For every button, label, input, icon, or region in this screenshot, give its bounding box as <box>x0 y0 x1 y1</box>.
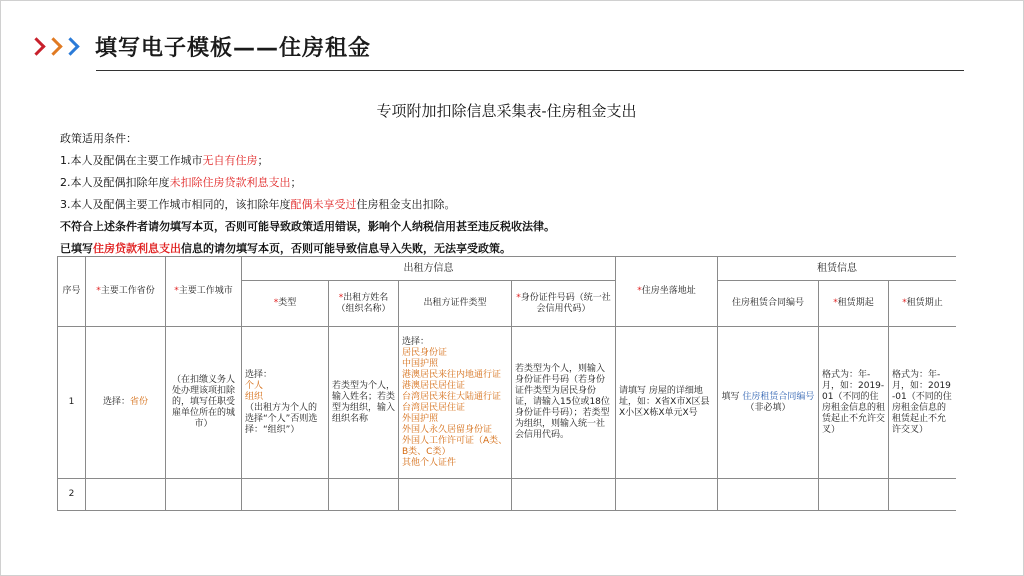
cell-seq[interactable]: 1 <box>58 327 86 479</box>
condition-highlight: 配偶未享受过 <box>290 198 357 211</box>
header-lease-end: *租赁期止 <box>889 281 957 327</box>
cell-empty[interactable] <box>86 479 166 511</box>
warning-2 <box>60 240 511 256</box>
condition-1 <box>60 152 269 168</box>
table-row <box>58 327 957 479</box>
condition-text: ； <box>290 176 302 189</box>
condition-2 <box>60 174 302 190</box>
cell-city[interactable]: （在扣缴义务人处办理该项扣除的，填写任职受雇单位所在的城市） <box>166 327 242 479</box>
rent-info-table <box>57 256 956 511</box>
header-contract-no: 住房租赁合同编号 <box>718 281 819 327</box>
condition-text: 住房租金支出扣除。 <box>356 198 456 211</box>
cell-lease-start[interactable]: 格式为：年-月，如：2019-01（不同的住房租金信息的租赁起止不允许交叉） <box>819 327 889 479</box>
header-group-lease: 租赁信息 <box>718 257 957 281</box>
cell-id-type[interactable]: 选择： 居民身份证 中国护照 港澳居民来往内地通行证 港澳居民居住证 台湾居民来往大陆通行证 台湾居民居住证 外国护照 外国人永久居留身份证 外国人工作许可证（A类、B类、C类） 其他个人证件 <box>399 327 512 479</box>
header-type: *类型 <box>242 281 329 327</box>
warning-text: 已填写 <box>60 242 93 255</box>
condition-text: ； <box>257 154 269 167</box>
chevron-arrows-icon <box>30 40 81 53</box>
warning-highlight: 住房贷款利息支出 <box>93 242 181 255</box>
cell-empty[interactable] <box>329 479 399 511</box>
header-province: *主要工作省份 <box>86 257 166 327</box>
cell-address[interactable]: 请填写 房屋的详细地址，如：X省X市X区县X小区X栋X单元X号 <box>616 327 718 479</box>
warning-1: 不符合上述条件者请勿填写本页，否则可能导致政策适用错误，影响个人纳税信用甚至违反税收法律。 <box>60 220 555 233</box>
title-divider <box>96 70 964 71</box>
condition-highlight: 无自有住房 <box>202 154 258 167</box>
header-seq: 序号 <box>58 257 86 327</box>
cell-province[interactable]: 选择：省份 <box>86 327 166 479</box>
condition-text: 2.本人及配偶扣除年度 <box>60 176 170 189</box>
cell-empty[interactable] <box>616 479 718 511</box>
form-title: 专项附加扣除信息采集表-住房租金支出 <box>376 102 637 120</box>
cell-type[interactable]: 选择： 个人 组织 （出租方为个人的选择“个人”否则选择：“组织”） <box>242 327 329 479</box>
header-lease-start: *租赁期起 <box>819 281 889 327</box>
table-row <box>58 479 957 511</box>
spreadsheet-form <box>57 97 956 512</box>
condition-highlight: 未扣除住房贷款利息支出 <box>169 176 291 189</box>
header-id-number: *身份证件号码（统一社会信用代码） <box>512 281 616 327</box>
condition-text: 1.本人及配偶在主要工作城市 <box>60 154 203 167</box>
warning-text: 信息的请勿填写本页，否则可能导致信息导入失败，无法享受政策。 <box>181 242 511 255</box>
cell-seq[interactable]: 2 <box>58 479 86 511</box>
cell-contract-no[interactable]: 填写 住房租赁合同编号（非必填） <box>718 327 819 479</box>
slide-header <box>30 28 371 64</box>
cell-lease-end[interactable]: 格式为：年-月，如：2019-01（不同的住房租金信息的租赁起止不允许交叉） <box>889 327 957 479</box>
cell-empty[interactable] <box>512 479 616 511</box>
cell-empty[interactable] <box>819 479 889 511</box>
cell-lessor-name[interactable]: 若类型为个人，输入姓名；若类型为组织，输入组织名称 <box>329 327 399 479</box>
header-id-type: 出租方证件类型 <box>399 281 512 327</box>
cell-empty[interactable] <box>889 479 957 511</box>
header-group-lessor: 出租方信息 <box>242 257 616 281</box>
header-lessor-name: *出租方姓名（组织名称） <box>329 281 399 327</box>
header-address: *住房坐落地址 <box>616 257 718 327</box>
cell-id-number[interactable]: 若类型为个人，则输入身份证件号码（若身份证件类型为居民身份证，请输入15位或18位身份证件号码）；若类型为组织，则输入统一社会信用代码。 <box>512 327 616 479</box>
conditions-heading: 政策适用条件： <box>60 132 137 145</box>
slide-title: 填写电子模板——住房租金 <box>95 35 372 61</box>
cell-empty[interactable] <box>399 479 512 511</box>
cell-empty[interactable] <box>166 479 242 511</box>
cell-empty[interactable] <box>718 479 819 511</box>
condition-text: 3.本人及配偶主要工作城市相同的，该扣除年度 <box>60 198 291 211</box>
condition-3 <box>60 196 456 212</box>
header-city: *主要工作城市 <box>166 257 242 327</box>
cell-empty[interactable] <box>242 479 329 511</box>
